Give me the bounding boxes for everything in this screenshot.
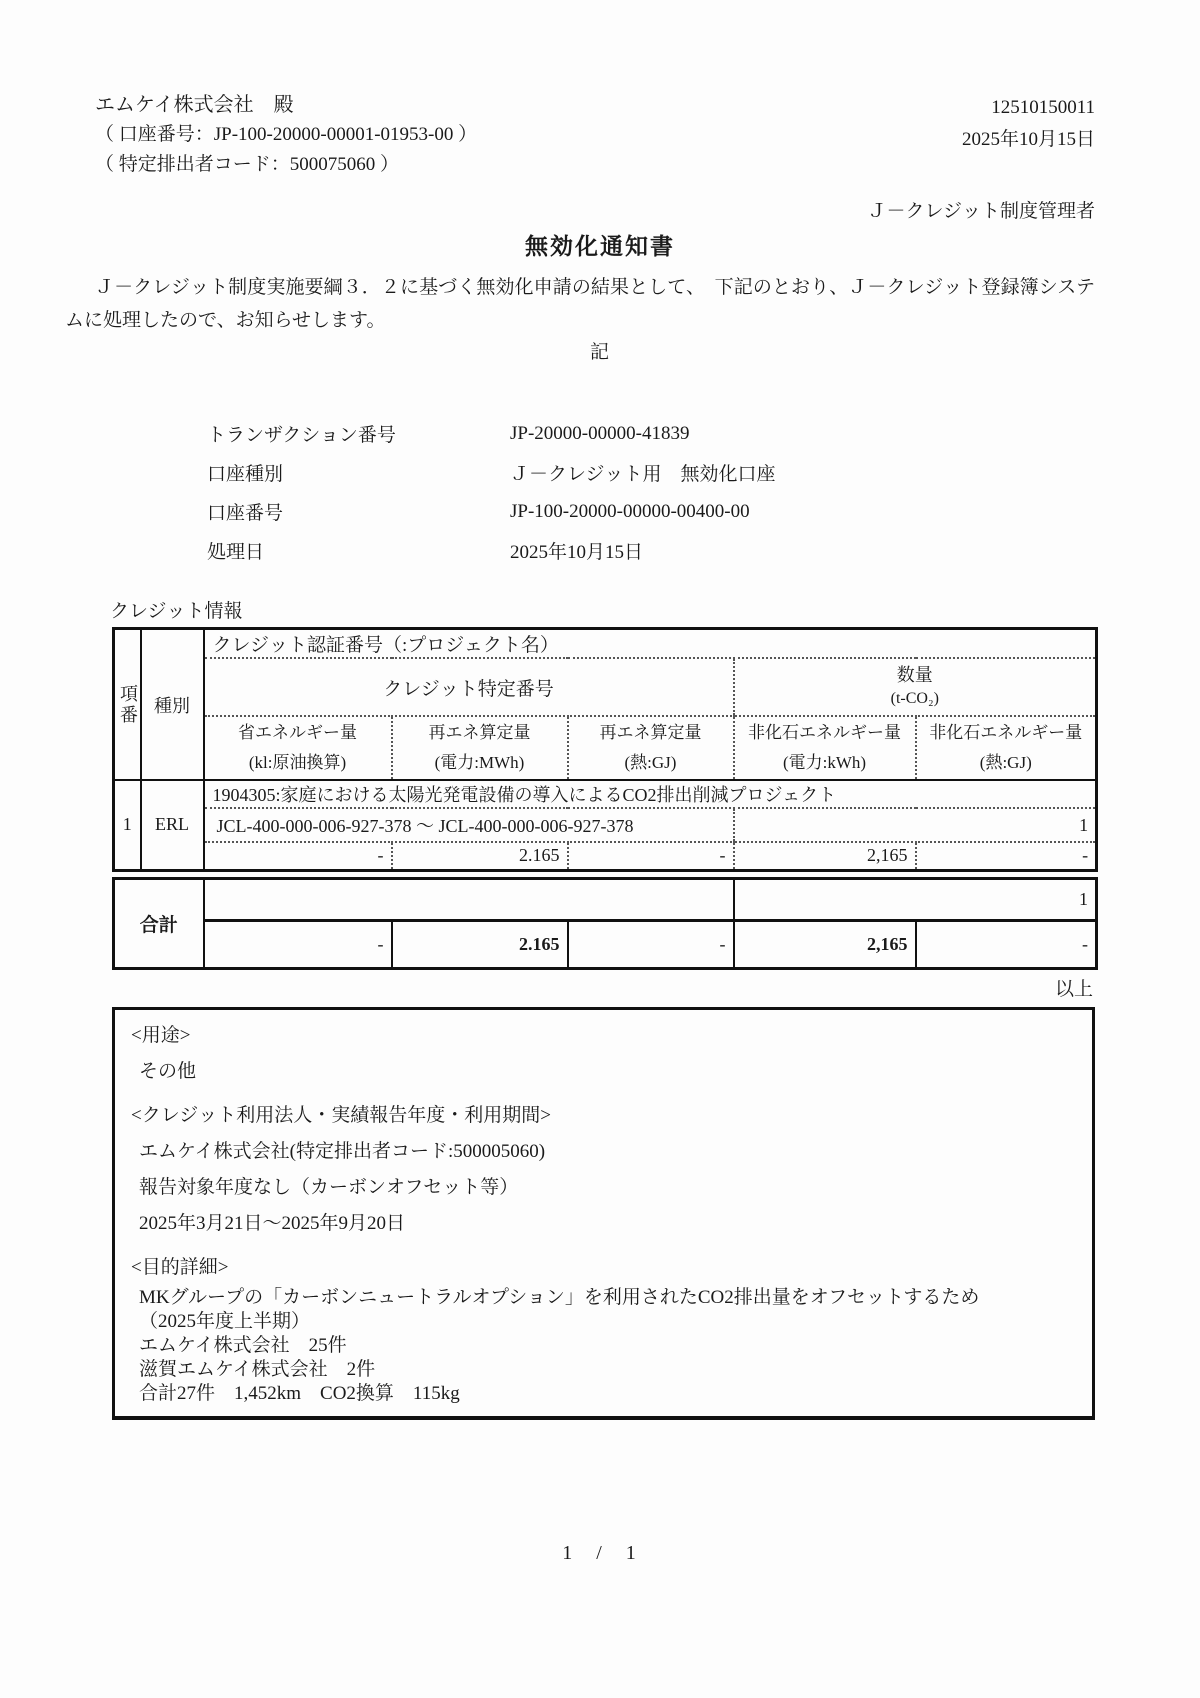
detail-row-process-date xyxy=(207,531,967,570)
purpose-line-5: 合計27件 1,452km CO2換算 115kg xyxy=(139,1382,460,1404)
detail-value: JP-100-20000-00000-00400-00 xyxy=(510,500,750,522)
usage-box xyxy=(112,1007,1095,1420)
purpose-line-3: エムケイ株式会社 25件 xyxy=(139,1334,347,1356)
detail-value: JP-20000-00000-41839 xyxy=(510,422,690,444)
document-number: 12510150011 xyxy=(991,97,1095,118)
intro-paragraph: Ｊ－クレジット制度実施要綱３．２に基づく無効化申請の結果として、 下記のとおり、Ｊ－クレジット登録簿システムに処理したので、お知らせします。 xyxy=(65,277,1095,331)
total-value-renewable-power: 2.165 xyxy=(392,920,568,968)
user-heading: <クレジット利用法人・実績報告年度・利用期間> xyxy=(131,1104,551,1126)
row-value-nonfossil-heat: - xyxy=(916,842,1097,870)
header-cert-no: クレジット認証番号（:プロジェクト名） xyxy=(204,629,1097,659)
header-quantity xyxy=(734,658,1097,716)
header-specific-no: クレジット特定番号 xyxy=(204,658,734,716)
header-quantity-unit: (t-CO₂) xyxy=(890,690,939,707)
row-quantity: 1 xyxy=(734,808,1097,842)
row-type: ERL xyxy=(141,780,204,870)
subhead-line2: (電力:MWh) xyxy=(434,753,525,772)
recipient-name: エムケイ株式会社 殿 xyxy=(95,94,294,116)
purpose-line-4: 滋賀エムケイ株式会社 2件 xyxy=(139,1358,376,1380)
page-number: 1 / 1 xyxy=(562,1542,638,1564)
header-renewable-heat xyxy=(568,716,734,780)
detail-label: 処理日 xyxy=(207,542,265,563)
total-quantity: 1 xyxy=(734,878,1097,920)
subhead-line2: (熱:GJ) xyxy=(624,753,677,772)
detail-label: 口座種別 xyxy=(207,464,284,485)
detail-label: 口座番号 xyxy=(207,503,284,524)
detail-value: 2025年10月15日 xyxy=(510,542,644,563)
detail-row-transaction-number xyxy=(207,414,967,453)
credit-table-section xyxy=(112,627,1095,1420)
credit-table xyxy=(112,627,1098,872)
purpose-heading: <目的詳細> xyxy=(131,1256,229,1278)
detail-value: Ｊ－クレジット用 無効化口座 xyxy=(510,464,776,485)
header-renewable-power xyxy=(392,716,568,780)
detail-label: トランザクション番号 xyxy=(207,425,396,446)
total-value-renewable-heat: - xyxy=(568,920,734,968)
header-item-no xyxy=(114,629,141,781)
issuer-name: Ｊ－クレジット制度管理者 xyxy=(867,201,1095,222)
header-type: 種別 xyxy=(141,629,204,781)
recipient-account-number: （ 口座番号：JP-100-20000-00001-01953-00 ） xyxy=(95,124,478,145)
subhead-line1: 省エネルギー量 xyxy=(238,723,357,742)
subhead-line1: 非化石エネルギー量 xyxy=(929,723,1083,742)
subhead-line2: (電力:kWh) xyxy=(782,753,867,772)
detail-row-account-type xyxy=(207,453,967,492)
purpose-line-1: MKグループの「カーボンニュートラルオプション」を利用されたCO2排出量をオフセットするため xyxy=(139,1286,980,1308)
header-item-no-text: 項番 xyxy=(118,683,138,726)
usage-heading: <用途> xyxy=(131,1024,191,1046)
total-empty-cell xyxy=(204,878,734,920)
credit-total-table xyxy=(112,877,1098,970)
ki-marker: 記 xyxy=(589,342,610,363)
row-project-name: 1904305:家庭における太陽光発電設備の導入によるCO2排出削減プロジェクト xyxy=(204,780,1097,808)
report-year: 報告対象年度なし（カーボンオフセット等） xyxy=(139,1176,519,1198)
row-serial-range: JCL-400-000-006-927-378 ～ JCL-400-000-006-927-378 xyxy=(204,808,734,842)
document-meta xyxy=(962,92,1095,156)
header-quantity-line1: 数量 xyxy=(896,665,933,685)
page-title: 無効化通知書 xyxy=(525,234,675,259)
credit-info-label: クレジット情報 xyxy=(110,601,243,622)
header-nonfossil-heat xyxy=(916,716,1097,780)
row-value-nonfossil-power: 2,165 xyxy=(734,842,916,870)
header-nonfossil-power xyxy=(734,716,916,780)
detail-row-account-number xyxy=(207,492,967,531)
closing-marker: 以上 xyxy=(1054,978,1093,1000)
document-date: 2025年10月15日 xyxy=(961,129,1095,150)
subhead-line2: (kl:原油換算) xyxy=(248,753,347,772)
total-value-energy-saving: - xyxy=(377,933,384,954)
total-value-nonfossil-power: 2,165 xyxy=(734,920,916,968)
user-company: エムケイ株式会社(特定排出者コード:500005060) xyxy=(139,1140,546,1162)
subhead-line1: 再エネ算定量 xyxy=(599,723,702,742)
row-value-renewable-power: 2.165 xyxy=(392,842,568,870)
usage-period: 2025年3月21日～2025年9月20日 xyxy=(139,1212,406,1234)
usage-value: その他 xyxy=(139,1060,197,1082)
subhead-line2: (熱:GJ) xyxy=(979,753,1032,772)
row-value-energy-saving: - xyxy=(377,845,384,866)
recipient-block xyxy=(95,90,477,180)
row-item-no: 1 xyxy=(114,780,141,870)
recipient-emitter-code: （ 特定排出者コード：500075060 ） xyxy=(95,154,400,175)
total-value-nonfossil-heat: - xyxy=(916,920,1097,968)
total-label: 合計 xyxy=(114,878,204,968)
purpose-line-2: （2025年度上半期） xyxy=(139,1310,311,1332)
header-energy-saving xyxy=(204,716,392,780)
subhead-line1: 非化石エネルギー量 xyxy=(748,723,901,742)
subhead-line1: 再エネ算定量 xyxy=(428,723,531,742)
row-value-renewable-heat: - xyxy=(568,842,734,870)
details-list xyxy=(207,414,967,570)
